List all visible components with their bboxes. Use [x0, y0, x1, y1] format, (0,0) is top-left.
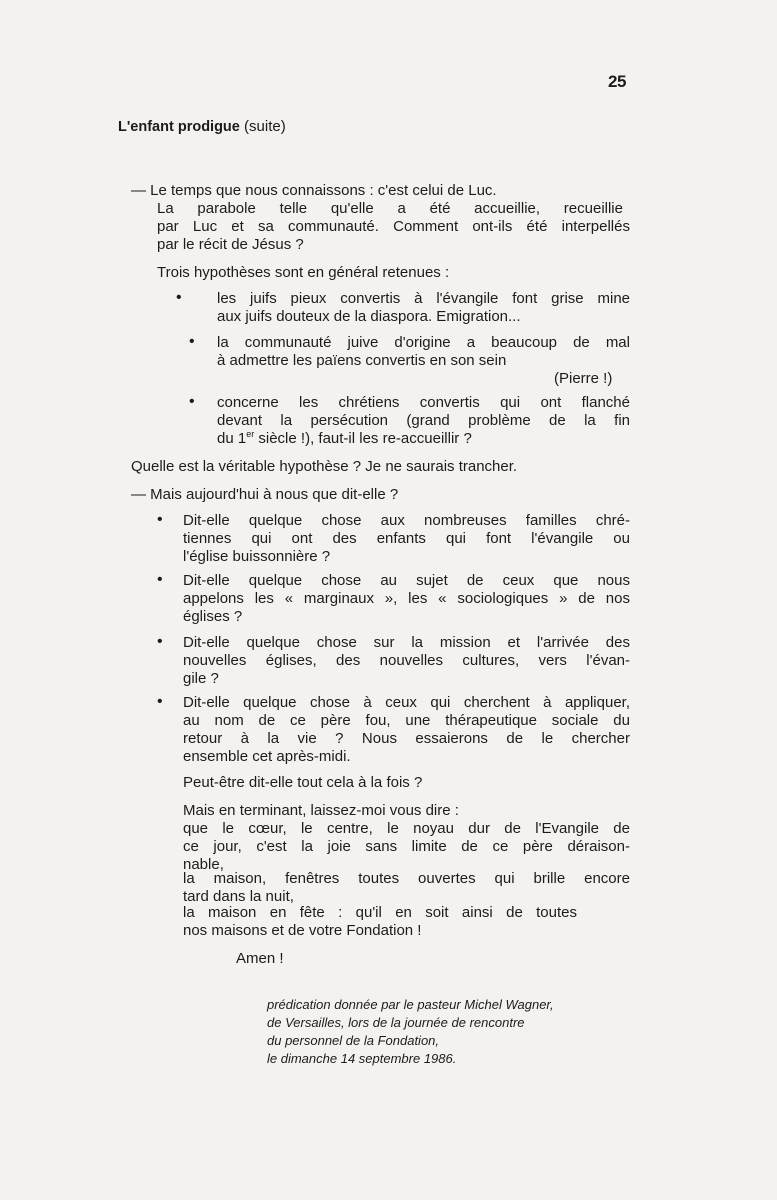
title-suffix: (suite) — [244, 118, 286, 135]
s1-b2-line-3: (Pierre !) — [554, 370, 613, 387]
closing-line-8: nos maisons et de votre Fondation ! — [183, 922, 422, 939]
s2-b2-line-1: Dit-elle quelque chose au sujet de ceux que nous — [183, 572, 630, 589]
s2-b1-line-2: tiennes qui ont des enfants qui font l'évangile ou — [183, 530, 630, 547]
s2-b3-line-2: nouvelles églises, des nouvelles cultures, vers l'évan- — [183, 652, 630, 669]
s2-b4-line-4: ensemble cet après-midi. — [183, 748, 351, 765]
s2-b3-line-1: Dit-elle quelque chose sur la mission et l'arrivée des — [183, 634, 630, 651]
s2-b3-line-3: gile ? — [183, 670, 219, 687]
s2-b1-line-1: Dit-elle quelque chose aux nombreuses familles chré- — [183, 512, 630, 529]
signature-line-1: prédication donnée par le pasteur Michel Wagner, — [267, 997, 554, 1012]
s2-b2-line-2: appelons les « marginaux », les « sociologiques » de nos — [183, 590, 630, 607]
bullet-icon: • — [176, 289, 182, 306]
hypotheses-intro: Trois hypothèses sont en général retenues : — [157, 264, 450, 281]
s1-b1-line-1: les juifs pieux convertis à l'évangile font grise mine — [217, 290, 630, 307]
bullet-icon: • — [157, 571, 163, 588]
closing-line-3: ce jour, c'est la joie sans limite de ce père déraison- — [183, 838, 630, 855]
closing-line-2: que le cœur, le centre, le noyau dur de l'Evangile de — [183, 820, 630, 837]
hypothesis-question: Quelle est la véritable hypothèse ? Je ne saurais trancher. — [131, 458, 518, 475]
closing-line-7: la maison en fête : qu'il en soit ainsi de toutes — [183, 904, 577, 921]
s1-b2-line-1: la communauté juive d'origine a beaucoup de mal — [217, 334, 630, 351]
bullet-icon: • — [157, 511, 163, 528]
s2-b4-line-3: retour à la vie ? Nous essaierons de le chercher — [183, 730, 630, 747]
perhaps-line: Peut-être dit-elle tout cela à la fois ? — [183, 774, 423, 791]
article-title — [118, 118, 286, 135]
closing-line-6: tard dans la nuit, — [183, 888, 294, 905]
s1-b1-line-2: aux juifs douteux de la diaspora. Emigration... — [217, 308, 521, 325]
amen-line: Amen ! — [236, 950, 284, 967]
bullet-icon: • — [157, 633, 163, 650]
s2-b2-line-3: églises ? — [183, 608, 243, 625]
s2-b4-line-1: Dit-elle quelque chose à ceux qui cherchent à appliquer, — [183, 694, 630, 711]
s1-intro-line-4: par le récit de Jésus ? — [157, 236, 304, 253]
bullet-icon: • — [189, 333, 195, 350]
closing-line-5: la maison, fenêtres toutes ouvertes qui brille encore — [183, 870, 630, 887]
closing-line-4: nable, — [183, 856, 224, 873]
s1-intro-line-1: — Le temps que nous connaissons : c'est celui de Luc. — [131, 182, 497, 199]
s1-b3-line-1: concerne les chrétiens convertis qui ont flanché — [217, 394, 630, 411]
signature-line-4: le dimanche 14 septembre 1986. — [267, 1051, 457, 1066]
page-number: 25 — [608, 72, 626, 91]
s1-intro-line-2: La parabole telle qu'elle a été accueillie, recueillie — [157, 200, 623, 217]
s2-b4-line-2: au nom de ce père fou, une thérapeutique sociale du — [183, 712, 630, 729]
signature-line-2: de Versailles, lors de la journée de rencontre — [267, 1015, 525, 1030]
s1-b3-line-3: du 1er siècle !), faut-il les re-accueillir ? — [217, 429, 472, 447]
title-main: L'enfant prodigue — [118, 119, 240, 135]
s2-intro: — Mais aujourd'hui à nous que dit-elle ? — [131, 486, 399, 503]
signature-line-3: du personnel de la Fondation, — [267, 1033, 440, 1048]
s1-b2-line-2: à admettre les païens convertis en son sein — [217, 352, 507, 369]
bullet-icon: • — [189, 393, 195, 410]
s1-b3-line-2: devant la persécution (grand problème de la fin — [217, 412, 630, 429]
closing-line-1: Mais en terminant, laissez-moi vous dire : — [183, 802, 459, 819]
bullet-icon: • — [157, 693, 163, 710]
s2-b1-line-3: l'église buissonnière ? — [183, 548, 331, 565]
s1-intro-line-3: par Luc et sa communauté. Comment ont-ils été interpellés — [157, 218, 630, 235]
